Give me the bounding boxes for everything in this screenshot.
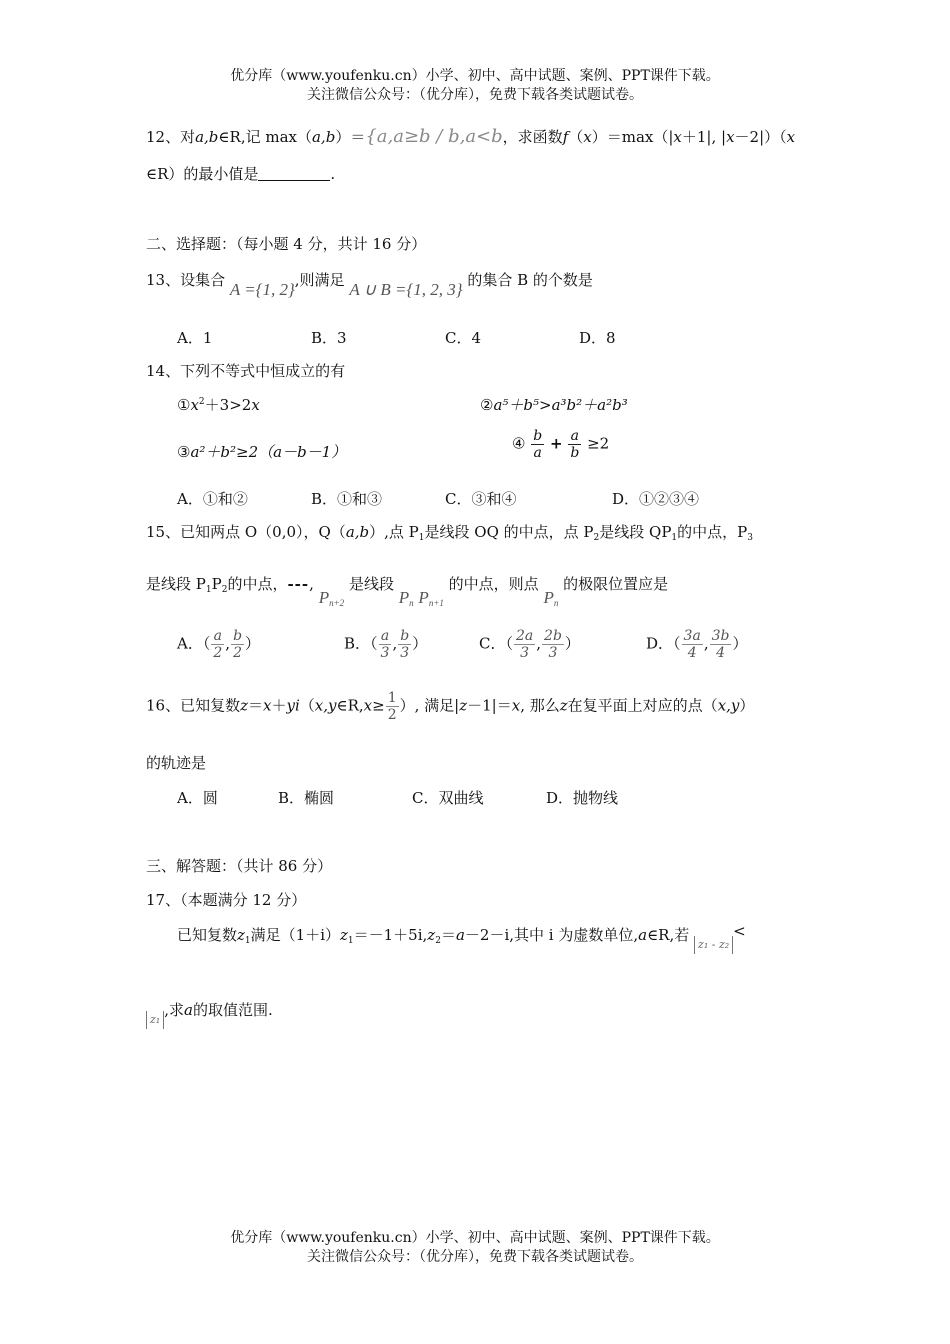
q12-text: ，求函数 bbox=[502, 128, 563, 146]
q16-fraction-half: $\frac{1}{2}$ bbox=[387, 690, 397, 723]
q16-option-d[interactable]: D．抛物线 bbox=[546, 789, 619, 807]
q13-text: 的集合 B 的个数是 bbox=[467, 271, 593, 289]
question-16-line-1: 16、已知复数z＝x＋yi（x,y∈R,x≥ $\frac{1}{2}$ ）, 满足|z－1|＝x, 那么z在复平面上对应的点（x,y） bbox=[146, 690, 755, 723]
q14-statement-4 bbox=[512, 428, 609, 461]
q14-statement-1: $①x^2+3>2x$ bbox=[177, 396, 260, 414]
q15-option-d[interactable]: D．（ $\frac{3a}{4}$ , $\frac{3b}{4}$ ） bbox=[646, 628, 748, 661]
q13-option-b[interactable]: B．3 bbox=[311, 329, 347, 347]
q15-text: 是线段 OQ 的中点，点 P bbox=[424, 523, 594, 541]
q12-var: x bbox=[583, 128, 592, 146]
question-14-stem: 14、下列不等式中恒成立的有 bbox=[146, 362, 346, 380]
q12-text: ∈R,记 max（ bbox=[218, 128, 312, 146]
question-17-line-2: z₁,求a的取值范围. bbox=[146, 999, 273, 1020]
q15-text: P bbox=[211, 575, 222, 593]
q15-text: ）,点 P bbox=[369, 523, 419, 541]
q12-text: ∈R）的最小值是 bbox=[146, 165, 259, 183]
q13-text: 13、设集合 bbox=[146, 271, 226, 289]
q12-piecewise: {a,a≥b / b,a<b bbox=[365, 126, 503, 147]
question-17-line-1: 已知复数$z_1$满足$(1+i)z_1=-1+5i,z_2=a-2-i$,其中 i 为虚数单位,a∈R,若 z₁ - z₂< bbox=[177, 924, 746, 946]
q15-text: 是线段 bbox=[348, 575, 394, 593]
q16-option-c[interactable]: C．双曲线 bbox=[412, 789, 484, 807]
section-3-heading: 三、解答题：（共计 86 分） bbox=[146, 857, 333, 875]
q13-union: A ∪ B ={1, 2, 3} bbox=[349, 280, 463, 299]
q15-var: a bbox=[345, 523, 355, 541]
q13-option-a[interactable]: A．1 bbox=[177, 329, 213, 347]
q17-abs-z1-minus-conj-z2: z₁ - z₂ bbox=[694, 936, 733, 954]
q15-text: 15、已知两点 O（0,0），Q（ bbox=[146, 523, 346, 541]
q16-option-b[interactable]: B．椭圆 bbox=[278, 789, 335, 807]
q15-text: 的中点， bbox=[227, 575, 288, 593]
q14-option-d[interactable]: D．①②③④ bbox=[612, 490, 700, 508]
q14-option-a[interactable]: A．①和② bbox=[177, 490, 248, 508]
q14-text: ＋3>2 bbox=[204, 396, 252, 414]
q15-p-n: $P_n$ bbox=[398, 588, 414, 608]
q13-text: ,则满足 bbox=[294, 271, 345, 289]
q15-option-c[interactable]: C．（ $\frac{2a}{3}$ , $\frac{2b}{3}$ ） bbox=[479, 628, 580, 661]
q14-mark: ② bbox=[480, 396, 494, 414]
q15-p-n-plus-2: $P_{n+2}$ bbox=[318, 588, 345, 608]
q14-fraction-a-over-b: $\frac{a}{b}$ bbox=[570, 428, 580, 461]
footer-line-2: 关注微信公众号：（优分库），免费下载各类试题试卷。 bbox=[307, 1249, 643, 1265]
q14-option-b[interactable]: B．①和③ bbox=[311, 490, 383, 508]
q12-var: x bbox=[726, 128, 735, 146]
q15-text: 的中点，P bbox=[677, 523, 748, 541]
question-16-line-2: 的轨迹是 bbox=[146, 754, 207, 772]
question-12-line-1 bbox=[146, 126, 795, 147]
q14-var: x bbox=[251, 396, 260, 414]
q13-option-c[interactable]: C．4 bbox=[445, 329, 482, 347]
q12-var: a,b bbox=[195, 128, 219, 146]
question-15-line-1: 15、已知两点 O（0,0），Q（a,b）,点 $P_1$是线段 OQ 的中点，点 $P_2$是线段 $QP_1$的中点，$P_3$ bbox=[146, 523, 753, 543]
q12-text: ＋1|, | bbox=[681, 128, 727, 146]
q14-text: ≥2 bbox=[587, 434, 610, 453]
q15-var: ,b bbox=[354, 523, 370, 541]
q15-text: 的中点，则点 bbox=[448, 575, 539, 593]
q14-mark: ① bbox=[177, 396, 191, 414]
q13-option-d[interactable]: D．8 bbox=[579, 329, 616, 347]
q14-text: a⁵＋b⁵>a³b²＋a²b³ bbox=[493, 396, 628, 414]
q12-var: x bbox=[673, 128, 682, 146]
q12-text: ）＝ bbox=[335, 128, 366, 146]
header-line-2: 关注微信公众号：（优分库），免费下载各类试题试卷。 bbox=[307, 87, 643, 103]
q14-text: a²＋b²≥2（a－b－1） bbox=[190, 443, 347, 461]
q15-option-a[interactable]: A．（ $\frac{a}{2}$ , $\frac{b}{2}$ ） bbox=[177, 628, 261, 661]
q14-statement-2 bbox=[480, 394, 628, 415]
q12-text: －2|）（ bbox=[734, 128, 787, 146]
q15-p-n-plus-1: $P_{n+1}$ bbox=[418, 588, 444, 608]
q12-var: f bbox=[562, 128, 569, 146]
q15-text: 是线段 P bbox=[146, 575, 206, 593]
q12-var: a,b bbox=[311, 128, 336, 146]
q15-ellipsis: --- bbox=[287, 575, 310, 593]
question-13 bbox=[146, 269, 593, 299]
q14-plus: + bbox=[549, 434, 563, 453]
q12-text: （ bbox=[568, 128, 584, 146]
answer-blank[interactable] bbox=[258, 166, 330, 181]
q14-var: x bbox=[190, 396, 199, 414]
q15-text: 是线段 QP bbox=[599, 523, 672, 541]
q14-option-c[interactable]: C．③和④ bbox=[445, 490, 517, 508]
q12-text: 12、对 bbox=[146, 128, 196, 146]
footer-line-1: 优分库（www.youfenku.cn）小学、初中、高中试题、案例、PPT课件下载。 bbox=[230, 1230, 720, 1246]
q15-text: 的极限位置应是 bbox=[563, 575, 669, 593]
q15-option-b[interactable]: B．（ $\frac{a}{3}$ , $\frac{b}{3}$ ） bbox=[344, 628, 428, 661]
q14-statement-3 bbox=[177, 441, 346, 462]
q15-p-n-limit: $P_n$ bbox=[543, 588, 559, 608]
q14-mark: ④ bbox=[512, 434, 526, 453]
q17-abs-z1: z₁ bbox=[146, 1011, 164, 1029]
question-12-line-2 bbox=[146, 163, 335, 184]
q16-option-a[interactable]: A．圆 bbox=[177, 789, 218, 807]
q14-fraction-b-over-a: $\frac{b}{a}$ bbox=[533, 428, 543, 461]
header-line-1: 优分库（www.youfenku.cn）小学、初中、高中试题、案例、PPT课件下载。 bbox=[230, 68, 720, 84]
question-17-title: 17、（本题满分 12 分） bbox=[146, 891, 307, 909]
section-2-heading: 二、选择题：（每小题 4 分，共计 16 分） bbox=[146, 235, 427, 253]
q14-mark: ③ bbox=[177, 443, 191, 461]
q12-var: x bbox=[786, 128, 796, 146]
q12-text: . bbox=[330, 165, 336, 183]
q13-set-a: A ={1, 2} bbox=[229, 280, 295, 299]
question-15-line-2: 是线段 $P_1P_2$的中点，---, $P_{n+2}$ 是线段 $P_n$ $P_{n+1}$ 的中点，则点 $P_n$ 的极限位置应是 bbox=[146, 575, 669, 608]
q12-text: ）＝max（| bbox=[591, 128, 674, 146]
